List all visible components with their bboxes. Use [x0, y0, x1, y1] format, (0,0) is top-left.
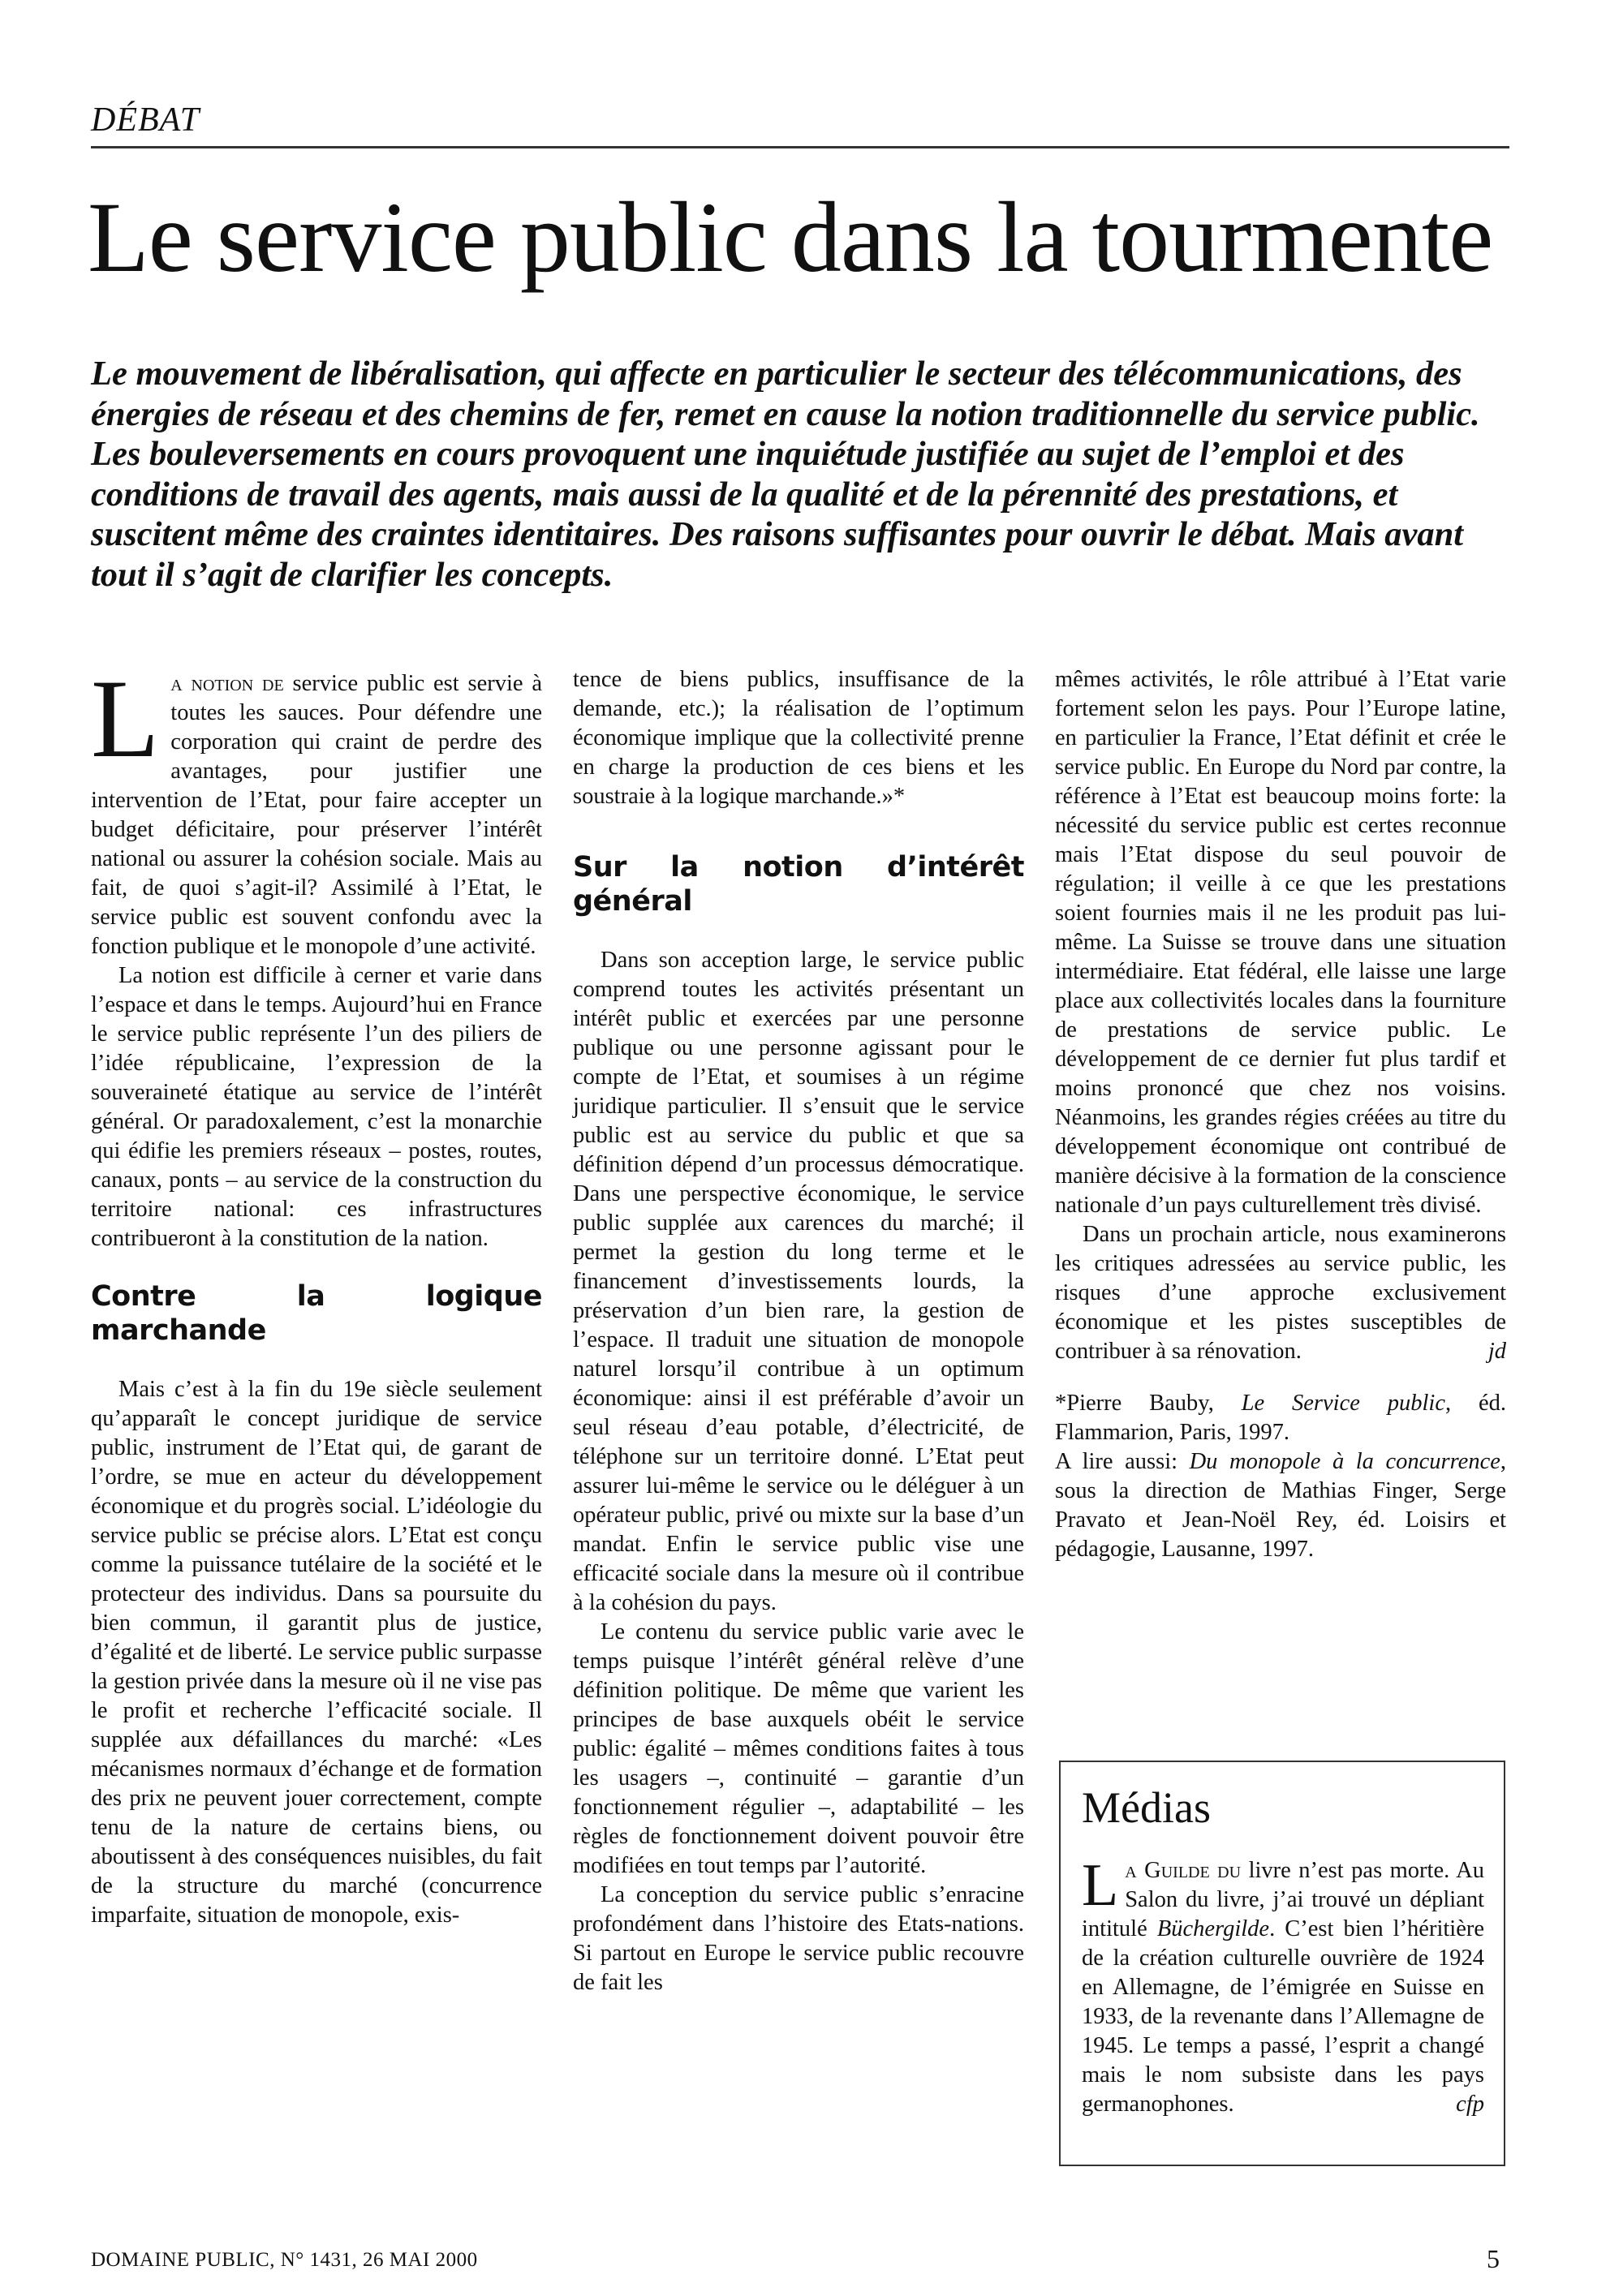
footnote-text: A lire aussi: [1055, 1449, 1190, 1474]
paragraph-text: Dans un prochain article, nous examinerons les critiques adressées au service public, les risques d’une approche exclusivement économique et les pistes susceptibles de contribuer à sa rénovation. [1055, 1222, 1506, 1364]
lede: Le mouvement de libéralisation, qui affecte en particulier le secteur des télécommunications, des énergies de réseau et des chemins de fer, remet en cause la notion traditionnelle du service public. Les bouleversements en cours provoquent une inquiétude justifiée au sujet de l’emploi et des conditions de travail des agents, mais aussi de la qualité et de la pérennité des prestations, et suscitent même des craintes identitaires. Des raisons suffisantes pour ouvrir le débat. Mais avant tout il s’agit de clarifier les concepts. [91, 355, 1480, 594]
box-italic-title: Büchergilde [1156, 1916, 1270, 1941]
box-signature: cfp [1456, 2092, 1484, 2117]
paragraph-closing [1055, 1220, 1506, 1366]
paragraph: Le contenu du service public varie avec le temps puisque l’intérêt général relève d’une définition politique. De même que varient les principes de base auxquels obéit le service public: égalité – mêmes conditions faites à tous les usagers –, continuité – garantie d’un fonctionnement régulier –, adaptabilité – les règles de fonctionnement doivent pouvoir être modifiées en tout temps par l’autorité. [573, 1619, 1024, 1878]
paragraph-continued: tence de biens publics, insuffisance de la demande, etc.); la réalisation de l’optimum économique implique que la collectivité prenne en charge la production de ces biens et les soustraie à la logique marchande.»* [573, 667, 1024, 809]
medias-box [1059, 1761, 1505, 2166]
footnote-text: , sous la direction de Mathias Finger, Serge Pravato et Jean-Noël Rey, éd. Loisirs et pédagogie, Lausanne, 1997. [1055, 1449, 1506, 1562]
drop-cap: L [91, 656, 160, 780]
column-2 [573, 665, 1024, 1997]
intro-smallcaps: a notion de [170, 671, 284, 696]
page-number: 5 [1487, 2244, 1500, 2273]
footer-publication: DOMAINE PUBLIC, N° 1431, 26 MAI 2000 [91, 2249, 478, 2271]
box-title: Médias [1082, 1783, 1211, 1832]
subheading-interet-general: Sur la notion d’intérêt général [573, 851, 1024, 918]
footnotes [1055, 1389, 1506, 1564]
paragraph-text: service public est servie à toutes les sauces. Pour défendre une corporation qui craint de perdre des avantages, pour justifier une intervention de l’Etat, pour faire accepter un budget déficitaire, pour préserver l’intérêt national ou assurer la cohésion sociale. Mais au fait, de quoi s’agit-il? Assimilé à l’Etat, le service public est souvent confondu avec la fonction publique et le monopole d’une activité. [91, 671, 542, 959]
paragraph-continued: mêmes activités, le rôle attribué à l’Etat varie fortement selon les pays. Pour l’Europe latine, en particulier la France, l’Etat définit et crée le service public. En Europe du Nord par contre, la référence à l’Etat est beaucoup moins forte: la nécessité du service public est certes reconnue mais l’Etat dispose du seul pouvoir de régulation; il veille à ce que les prestations soient fournies mais il ne les produit pas lui-même. La Suisse se trouve dans une situation intermédiaire. Etat fédéral, elle laisse une large place aux collectivités locales dans la fourniture de prestations de service public. Le développement de ce dernier fut plus tardif et moins prononcé que chez nos voisins. Néanmoins, les grandes régies créées au titre du développement économique ont contribué de manière décisive à la formation de la conscience nationale d’un pays culturellement très divisé. [1055, 667, 1506, 1218]
footnote-text: *Pierre Bauby, [1055, 1391, 1242, 1416]
box-text: livre n’est pas morte. Au Salon du livre, j’ai trouvé un dépliant intitulé [1082, 1858, 1484, 1941]
box-paragraph [1082, 1852, 1484, 2119]
paragraph-intro [91, 656, 542, 961]
column-3 [1055, 665, 1506, 1564]
headline: Le service public dans la tourmente [88, 182, 1493, 293]
drop-cap: L [1082, 1852, 1119, 1919]
author-signature: jd [1487, 1339, 1506, 1364]
paragraph: Dans son acception large, le service public comprend toutes les activités présentant un intérêt public et exercées par une personne publique ou une personne agissant pour le compte de l’Etat, et soumises à un régime juridique particulier. Il s’ensuit que le service public est au service du public et que sa définition dépend d’un processus démocratique. Dans une perspective économique, le service public supplée aux carences du marché; il permet la gestion du long terme et le financement d’investissements lourds, la préservation d’un bien rare, la gestion de l’espace. Il traduit une situation de monopole naturel lorsqu’il contribue à un optimum économique: ainsi il est préférable d’avoir un seul réseau d’eau potable, d’électricité, de téléphone sur un territoire donné. L’Etat peut assurer lui-même le service ou le déléguer à un opérateur public, privé ou mixte sur la base d’un mandat. Enfin le service public vise une efficacité sociale dans la mesure où il contribue à la cohésion du pays. [573, 948, 1024, 1615]
paragraph: La conception du service public s’enracine profondément dans l’histoire des Etats-nations. Si partout en Europe le service public recouvre de fait les [573, 1882, 1024, 1995]
paragraph: La notion est difficile à cerner et varie dans l’espace et dans le temps. Aujourd’hui en France le service public représente l’un des piliers de l’idée républicaine, l’expression de la souveraineté étatique au service de l’intérêt général. Or paradoxalement, c’est la monarchie qui édifie les premiers réseaux – postes, routes, canaux, ponts – au service de la construction du territoire national: ces infrastructures contribueront à la constitution de la nation. [91, 963, 542, 1251]
footnote-text: , éd. Flammarion, Paris, 1997. [1055, 1391, 1506, 1445]
section-rubric: DÉBAT [91, 101, 200, 139]
footnote-further-reading [1055, 1447, 1506, 1564]
footnote-book-title: Le Service public [1241, 1391, 1445, 1416]
paragraph: Mais c’est à la fin du 19e siècle seulement qu’apparaît le concept juridique de service public, instrument de l’Etat qui, de garant de l’ordre, se mue en acteur du développement économique et du progrès social. L’idéologie du service public se précise alors. L’Etat est conçu comme la puissance tutélaire de la société et le protecteur des individus. Dans sa poursuite du bien commun, il garantit plus de justice, d’égalité et de liberté. Le service public surpasse la gestion privée dans la mesure où il ne vise pas le profit et recherche l’efficacité sociale. Il supplée aux défaillances du marché: «Les mécanismes normaux d’échange et de formation des prix ne peuvent jouer correctement, compte tenu de la nature de certains biens, ou aboutissent à des conséquences nuisibles, du fait de la structure du marché (concurrence imparfaite, situation de monopole, exis- [91, 1377, 542, 1928]
box-text: . C’est bien l’héritière de la création culturelle ouvrière de 1924 en Allemagne, de l’émigrée en Suisse en 1933, de la revenante dans l’Allemagne de 1945. Le temps a passé, l’esprit a changé mais le nom subsiste dans les pays germanophones. [1082, 1916, 1484, 2117]
header-rule [91, 146, 1509, 148]
footnote-book-title: Du monopole à la concurrence [1189, 1449, 1500, 1474]
column-1 [91, 656, 542, 1930]
subheading-logique-marchande: Contre la logique marchande [91, 1280, 542, 1347]
footnote-source [1055, 1389, 1506, 1447]
intro-smallcaps: a Guilde du [1125, 1858, 1242, 1883]
